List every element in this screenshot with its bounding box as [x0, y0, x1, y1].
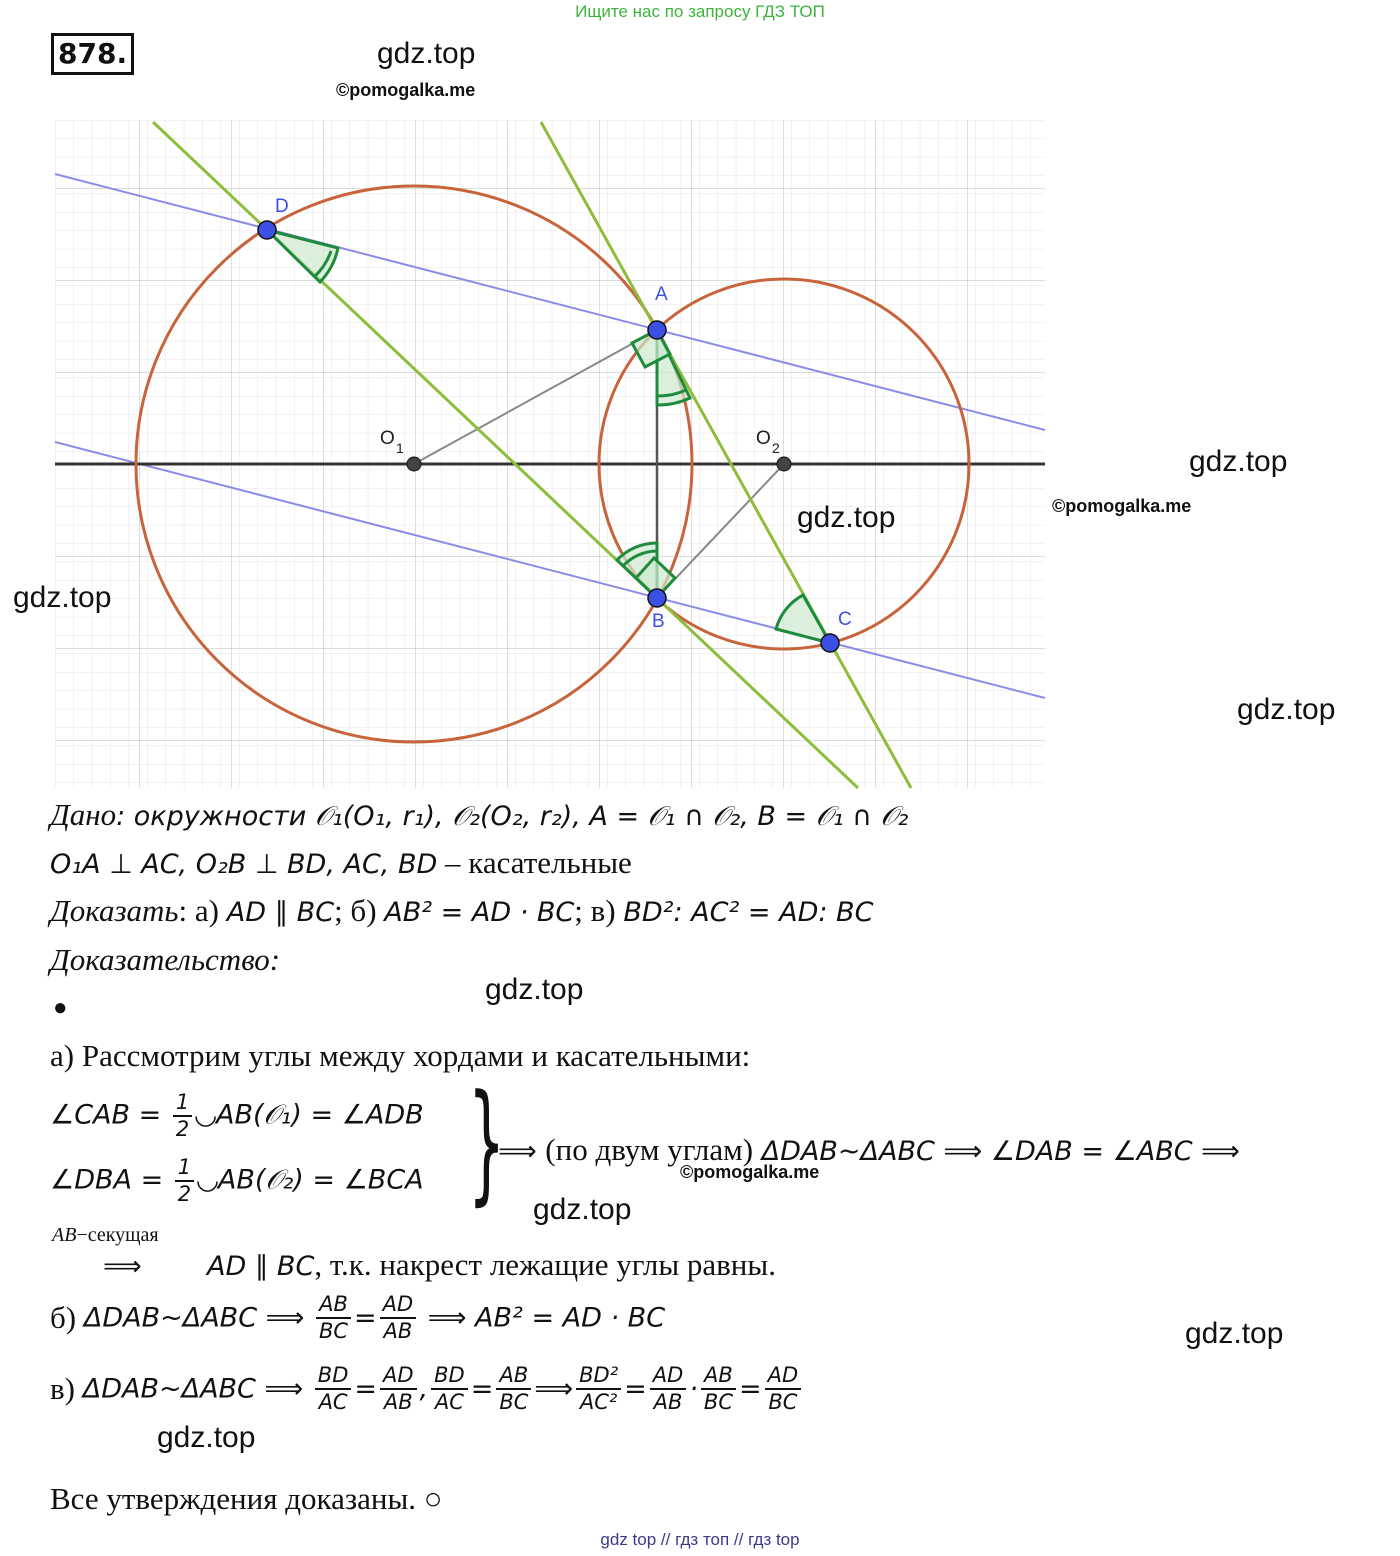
- part-b-end: ⟹ AB² = AD · BC: [419, 1302, 666, 1334]
- conclusion-math: ΔDAB~ΔABC ⟹ ∠DAB = ∠ABC ⟹: [753, 1136, 1240, 1167]
- final-statement: Все утверждения доказаны. ○: [50, 1481, 443, 1516]
- point-a: [648, 321, 666, 339]
- watermark-site: gdz.top: [1237, 693, 1336, 726]
- parallel-math: AD ∥ BC: [207, 1251, 315, 1282]
- prove-a: AD ∥ BC: [226, 897, 335, 928]
- watermark-site: gdz.top: [485, 973, 584, 1006]
- equals-sign: =: [738, 1373, 762, 1405]
- prove-c-label: ; в): [574, 893, 624, 928]
- fraction: $\frac{AD}{AB}$: [650, 1363, 687, 1415]
- equals-sign: =: [624, 1373, 647, 1405]
- search-note: Ищите нас по запросу ГДЗ ТОП: [575, 2, 825, 21]
- given-text-2: – касательные: [437, 845, 632, 880]
- fraction: $\frac{AD}{BC}$: [765, 1363, 802, 1415]
- fraction: $\frac{AB}{BC}$: [316, 1292, 351, 1344]
- given-line-2: [50, 845, 632, 881]
- watermark-site: gdz.top: [533, 1193, 632, 1226]
- fraction: $\frac{BD}{AC}$: [315, 1363, 352, 1415]
- part-a-intro: а) Рассмотрим углы между хордами и касательными:: [50, 1038, 751, 1073]
- eq2-right: ◡AB(𝒪₂) = ∠BCA: [197, 1164, 424, 1196]
- given-math-2: O₁A ⊥ AC, O₂B ⊥ BD, AC, BD: [50, 849, 438, 880]
- label-c: C: [838, 609, 852, 630]
- secant-math: AB: [52, 1224, 77, 1246]
- equation-2: [50, 1155, 424, 1207]
- implies-arrow: ⟹: [534, 1373, 574, 1405]
- part-c-sim: ΔDAB~ΔABC ⟹: [82, 1373, 312, 1405]
- watermark-site: gdz.top: [13, 581, 112, 614]
- equals-sign: =: [354, 1373, 377, 1405]
- comma: ,: [419, 1373, 429, 1405]
- part-c-line: [50, 1363, 804, 1415]
- label-a: A: [655, 284, 668, 305]
- eq1-left: ∠CAB =: [50, 1099, 170, 1131]
- label-b: B: [652, 611, 665, 632]
- conclusion-words: (по двум углам): [545, 1132, 754, 1167]
- watermark-copyright: ©pomogalka.me: [1052, 496, 1192, 516]
- given-text-1: : окружности 𝒪₁(O₁, r₁), 𝒪₂(O₂, r₂), A = 𝒪₁ ∩ 𝒪₂, B = 𝒪₁ ∩ 𝒪₂: [116, 801, 909, 832]
- prove-label: Доказать: [50, 893, 179, 928]
- fraction: $\frac{AB}{BC}$: [701, 1363, 736, 1415]
- fraction: $\frac{AD}{AB}$: [380, 1292, 417, 1344]
- conclusion-line: [498, 1132, 1240, 1168]
- dot-sign: ·: [689, 1373, 698, 1405]
- watermark-site: gdz.top: [1189, 445, 1288, 478]
- part-b-label: б): [50, 1300, 84, 1336]
- implies-arrow: ⟹: [103, 1251, 142, 1282]
- parallel-line: [207, 1247, 776, 1283]
- fraction: $\frac{BD}{AC}$: [431, 1363, 468, 1415]
- conclusion-arrow: ⟹: [498, 1136, 546, 1167]
- given-line-1: [50, 797, 908, 833]
- label-o2: O: [756, 428, 771, 449]
- eq1-right: ◡AB(𝒪₁) = ∠ADB: [195, 1099, 424, 1131]
- parallel-text: , т.к. накрест лежащие углы равны.: [314, 1247, 776, 1282]
- watermark-site: gdz.top: [157, 1421, 256, 1454]
- half-fraction: $\frac{1}{2}$: [175, 1155, 194, 1207]
- secant-word: −секущая: [76, 1224, 159, 1246]
- fraction: $\frac{\text{BD²}}{\text{AC²}}$: [576, 1363, 621, 1415]
- secant-note: [52, 1224, 159, 1247]
- right-brace: }: [468, 1066, 506, 1218]
- prove-a-label: : а): [178, 893, 227, 928]
- prove-b-label: ; б): [334, 893, 385, 928]
- part-b-sim: ΔDAB~ΔABC ⟹: [83, 1302, 313, 1334]
- equals-sign: =: [354, 1302, 377, 1334]
- part-c-label: в): [50, 1371, 83, 1407]
- given-label: Дано: [50, 797, 117, 832]
- watermark-site: gdz.top: [377, 37, 476, 70]
- proof-label: Доказательство:: [50, 942, 281, 977]
- fraction: $\frac{AB}{BC}$: [496, 1363, 531, 1415]
- prove-b: AB² = AD · BC: [384, 897, 575, 928]
- watermark-site: gdz.top: [797, 501, 896, 534]
- equation-1: [50, 1090, 424, 1142]
- label-o1: O: [380, 428, 395, 449]
- point-b: [648, 589, 666, 607]
- fraction: $\frac{AD}{AB}$: [380, 1363, 417, 1415]
- point-d: [258, 221, 276, 239]
- equals-sign: =: [470, 1373, 494, 1405]
- bullet: ●: [53, 995, 68, 1021]
- label-o2-sub: 2: [772, 440, 780, 456]
- watermark-copyright: ©pomogalka.me: [336, 80, 476, 100]
- eq2-left: ∠DBA =: [50, 1164, 172, 1196]
- point-o2: [777, 457, 791, 471]
- half-fraction: $\frac{1}{2}$: [173, 1090, 192, 1142]
- label-d: D: [275, 196, 289, 217]
- part-b-line: [50, 1292, 665, 1344]
- prove-line: [50, 893, 873, 929]
- problem-number: 878.: [51, 33, 134, 75]
- point-o1: [407, 457, 421, 471]
- point-c: [821, 634, 839, 652]
- label-o1-sub: 1: [396, 440, 404, 456]
- watermark-site: gdz.top: [1185, 1317, 1284, 1350]
- watermark-copyright: ©pomogalka.me: [680, 1162, 820, 1182]
- prove-c: BD²: AC² = AD: BC: [623, 897, 874, 928]
- footer-links[interactable]: gdz top // гдз топ // гдз top: [600, 1530, 800, 1549]
